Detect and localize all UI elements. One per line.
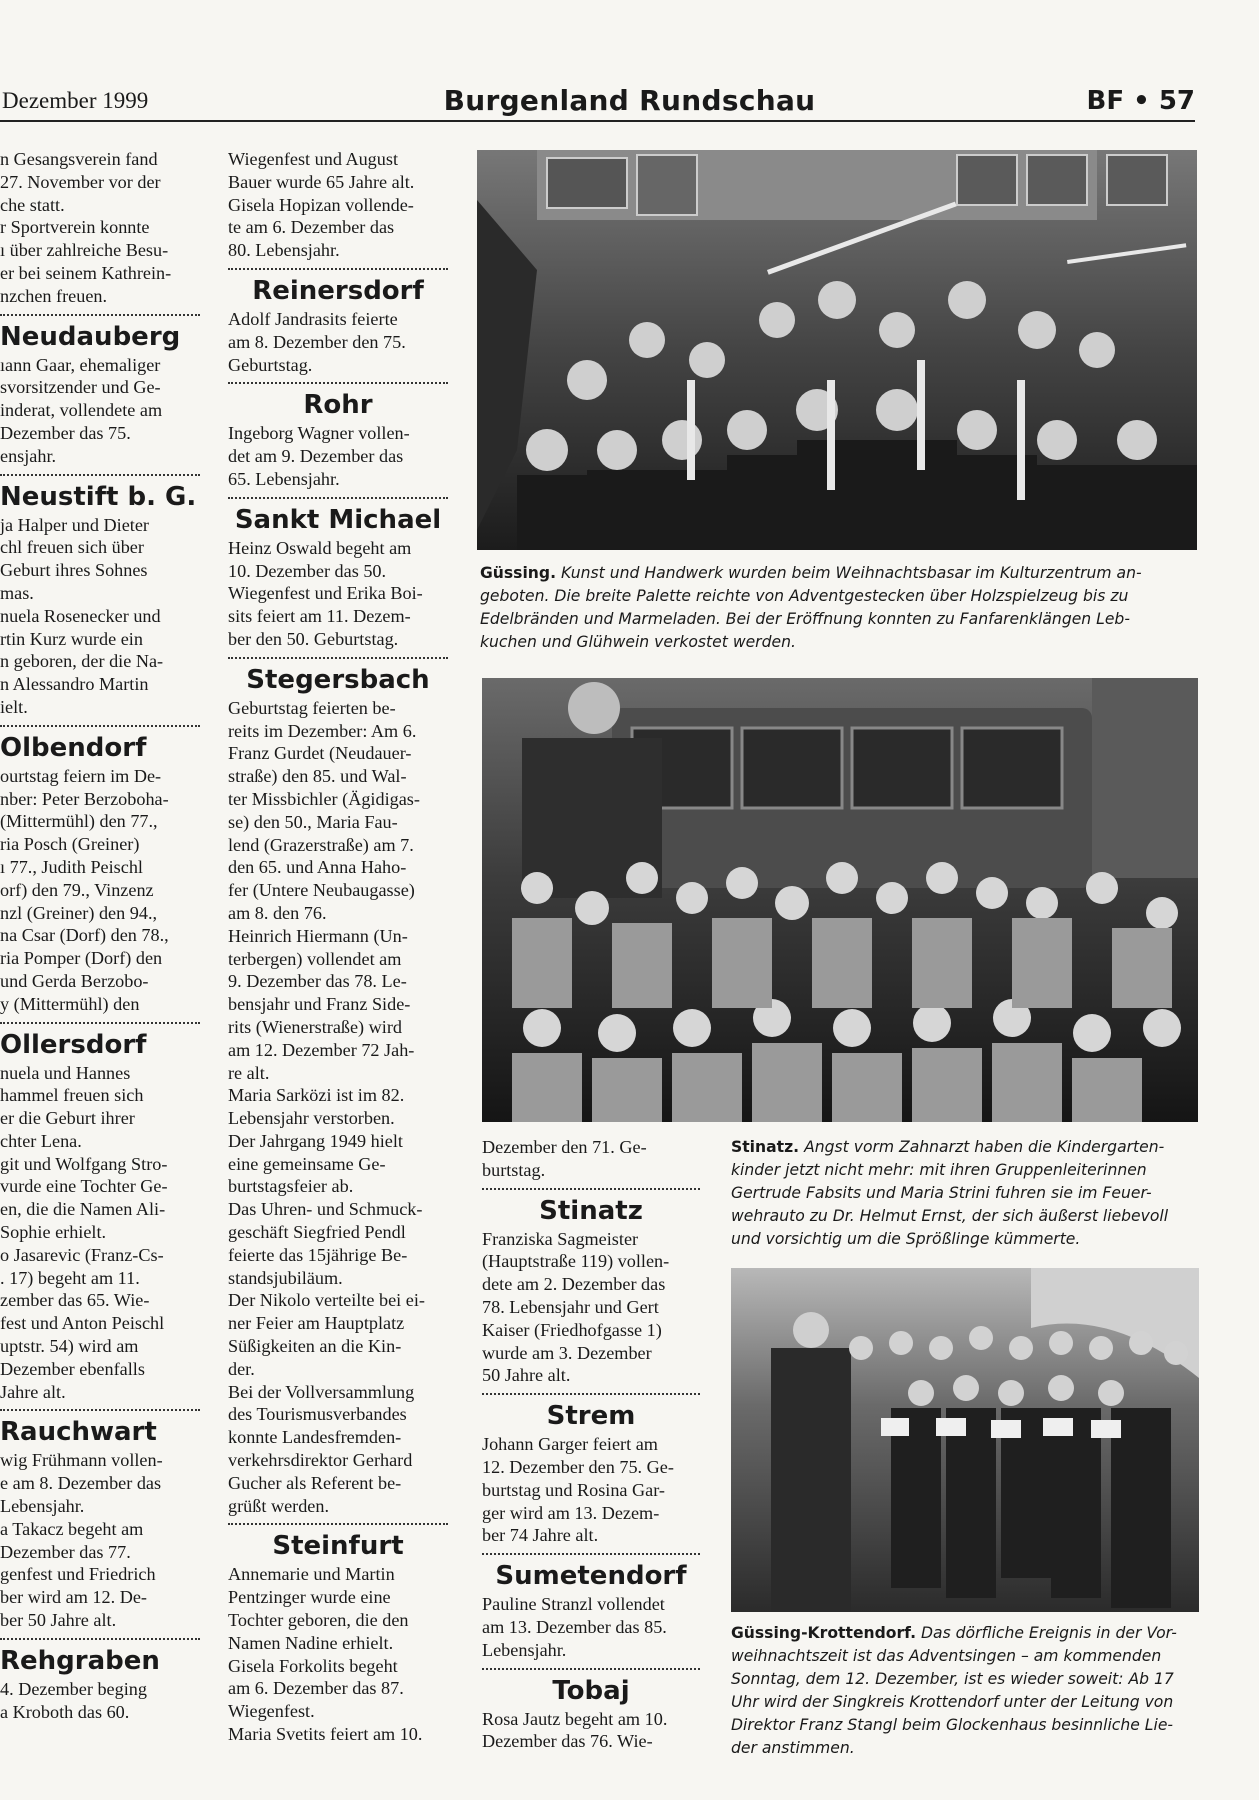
section-divider bbox=[228, 268, 448, 270]
text-line: Johann Garger feiert am bbox=[482, 1434, 658, 1455]
text-line: nber: Peter Berzoboha- bbox=[0, 788, 169, 809]
text-line: nuela Rosenecker und bbox=[0, 605, 161, 626]
text-line: terbergen) vollendet am bbox=[228, 948, 402, 969]
text-line: Lebensjahr. bbox=[482, 1639, 567, 1660]
text-line: (Mittermühl) den 77., bbox=[0, 811, 158, 832]
text-line: burtstag und Rosina Gar- bbox=[482, 1479, 665, 1500]
section-divider bbox=[482, 1188, 700, 1190]
text-line: geschäft Siegfried Pendl bbox=[228, 1222, 406, 1243]
text-line: sits feiert am 11. Dezem- bbox=[228, 606, 411, 627]
text-line: burtstag. bbox=[482, 1159, 546, 1180]
text-line: 80. Lebensjahr. bbox=[228, 240, 340, 261]
section-divider bbox=[0, 1022, 200, 1024]
caption-text: der anstimmen. bbox=[731, 1739, 855, 1757]
photo-band bbox=[477, 150, 1197, 550]
text-line: und Gerda Berzobo- bbox=[0, 970, 149, 991]
section-divider bbox=[0, 725, 200, 727]
text-line: grüßt werden. bbox=[228, 1495, 330, 1516]
text-line: Kaiser (Friedhofgasse 1) bbox=[482, 1319, 662, 1340]
section-divider bbox=[0, 1638, 200, 1640]
text-line: n Gesangsverein fand bbox=[0, 149, 158, 169]
text-line: Annemarie und Martin bbox=[228, 1564, 395, 1585]
text-line: orf) den 79., Vinzenz bbox=[0, 879, 154, 900]
column-2 bbox=[228, 148, 448, 1788]
text-line: den 65. und Anna Haho- bbox=[228, 857, 407, 878]
section-divider bbox=[228, 1523, 448, 1525]
text-line: ja Halper und Dieter bbox=[0, 514, 149, 535]
text-line: Geburtstag. bbox=[228, 354, 313, 375]
locality-heading: Rohr bbox=[303, 390, 373, 421]
text-line: r Sportverein konnte bbox=[0, 217, 150, 238]
text-line: se) den 50., Maria Fau- bbox=[228, 811, 398, 832]
caption-text: kinder jetzt nicht mehr: mit ihren Gruppenleiterinnen bbox=[731, 1161, 1147, 1179]
caption-text: Edelbränden und Marmeladen. Bei der Eröffnung konnten zu Fanfarenklängen Leb- bbox=[480, 610, 1130, 628]
text-line: y (Mittermühl) den bbox=[0, 993, 140, 1014]
text-line: e am 8. Dezember das bbox=[0, 1473, 162, 1494]
text-line: Süßigkeiten an die Kin- bbox=[228, 1336, 402, 1357]
text-line: det am 9. Dezember das bbox=[228, 446, 404, 467]
text-line: en, die die Namen Ali- bbox=[0, 1199, 166, 1220]
text-line: konnte Landesfremden- bbox=[228, 1427, 402, 1448]
text-line: nuela und Hannes bbox=[0, 1062, 131, 1083]
locality-heading: Neudauberg bbox=[0, 321, 181, 352]
text-line: ria Pomper (Dorf) den bbox=[0, 948, 163, 969]
text-line: rtin Kurz wurde ein bbox=[0, 628, 143, 649]
text-line: (Hauptstraße 119) vollen- bbox=[482, 1251, 670, 1272]
text-line: feierte das 15jährige Be- bbox=[228, 1244, 408, 1265]
text-line: chl freuen sich über bbox=[0, 537, 144, 558]
text-line: rits (Wienerstraße) wird bbox=[228, 1016, 402, 1037]
text-line: ielt. bbox=[0, 696, 28, 717]
text-line: wig Frühmann vollen- bbox=[0, 1450, 163, 1471]
text-line: hammel freuen sich bbox=[0, 1085, 144, 1106]
column-3 bbox=[482, 1136, 700, 1786]
text-line: genfest und Friedrich bbox=[0, 1564, 156, 1585]
text-line: reits im Dezember: Am 6. bbox=[228, 720, 417, 741]
locality-heading: Reinersdorf bbox=[252, 275, 424, 306]
text-line: ner Feier am Hauptplatz bbox=[228, 1313, 405, 1334]
text-line: er bei seinem Kathrein- bbox=[0, 262, 172, 283]
text-line: ıann Gaar, ehemaliger bbox=[0, 354, 161, 375]
locality-heading: Ollersdorf bbox=[0, 1029, 147, 1060]
text-line: Adolf Jandrasits feierte bbox=[228, 308, 398, 329]
locality-heading: Sankt Michael bbox=[234, 504, 442, 535]
text-line: chter Lena. bbox=[0, 1130, 82, 1151]
text-line: 50 Jahre alt. bbox=[482, 1365, 571, 1386]
locality-heading: Sumetendorf bbox=[495, 1561, 687, 1592]
section-divider bbox=[0, 314, 200, 316]
text-line: 65. Lebensjahr. bbox=[228, 468, 340, 489]
text-line: des Tourismusverbandes bbox=[228, 1404, 407, 1425]
text-line: Pauline Stranzl vollendet bbox=[482, 1594, 665, 1615]
caption-place: Güssing-Krottendorf. bbox=[731, 1624, 917, 1642]
text-line: 12. Dezember den 75. Ge- bbox=[482, 1456, 674, 1477]
text-line: Gisela Hopizan vollende- bbox=[228, 194, 414, 215]
text-line: te am 6. Dezember das bbox=[228, 217, 395, 238]
text-line: ber den 50. Geburtstag. bbox=[228, 628, 399, 649]
text-line: Gisela Forkolits begeht bbox=[228, 1655, 398, 1676]
text-line: Franz Gurdet (Neudauer- bbox=[228, 743, 412, 764]
text-line: zember das 65. Wie- bbox=[0, 1290, 150, 1311]
text-line: Geburt ihres Sohnes bbox=[0, 560, 148, 581]
photo-kindergarten bbox=[482, 678, 1198, 1122]
caption-text: wehrauto zu Dr. Helmut Ernst, der sich äußerst liebevoll bbox=[731, 1207, 1169, 1225]
text-line: Maria Sarközi ist im 82. bbox=[228, 1085, 405, 1106]
text-line: straße) den 85. und Wal- bbox=[228, 766, 407, 787]
caption-text: Kunst und Handwerk wurden beim Weihnachtsbasar im Kulturzentrum an- bbox=[560, 564, 1142, 582]
caption-stinatz bbox=[731, 1136, 1199, 1251]
locality-heading: Rehgraben bbox=[0, 1645, 160, 1676]
text-line: am 8. den 76. bbox=[228, 902, 327, 923]
newspaper-title: Burgenland Rundschau bbox=[443, 84, 816, 117]
text-line: am 12. Dezember 72 Jah- bbox=[228, 1039, 415, 1060]
text-line: mas. bbox=[0, 582, 34, 603]
text-line: 4. Dezember beging bbox=[0, 1678, 147, 1699]
text-line: Maria Svetits feiert am 10. bbox=[228, 1724, 423, 1745]
text-line: re alt. bbox=[228, 1062, 270, 1083]
text-line: ber 74 Jahre alt. bbox=[482, 1525, 599, 1546]
text-line: Jahre alt. bbox=[0, 1381, 66, 1402]
text-line: am 13. Dezember das 85. bbox=[482, 1616, 667, 1637]
text-line: Bauer wurde 65 Jahre alt. bbox=[228, 171, 415, 192]
caption-guessing bbox=[480, 562, 1198, 654]
text-line: Ingeborg Wagner vollen- bbox=[228, 423, 410, 444]
text-line: Dezember den 71. Ge- bbox=[482, 1137, 647, 1157]
locality-heading: Rauchwart bbox=[0, 1417, 157, 1448]
caption-text: Gertrude Fabsits und Maria Strini fuhren sie im Feuer- bbox=[731, 1184, 1152, 1202]
text-line: ger wird am 13. Dezem- bbox=[482, 1502, 660, 1523]
text-line: a Kroboth das 60. bbox=[0, 1701, 130, 1722]
header-rule bbox=[0, 120, 1195, 122]
text-line: der. bbox=[228, 1358, 255, 1379]
text-line: wurde am 3. Dezember bbox=[482, 1342, 652, 1363]
text-line: Gucher als Referent be- bbox=[228, 1472, 402, 1493]
text-line: burtstagsfeier ab. bbox=[228, 1176, 354, 1197]
text-line: uptstr. 54) wird am bbox=[0, 1336, 139, 1357]
text-line: ber wird am 12. De- bbox=[0, 1587, 147, 1608]
text-line: standsjubiläum. bbox=[228, 1267, 343, 1288]
caption-text: Uhr wird der Singkreis Krottendorf unter der Leitung von bbox=[731, 1693, 1174, 1711]
text-line: Tochter geboren, die den bbox=[228, 1610, 409, 1631]
page-header bbox=[0, 0, 1259, 130]
section-divider bbox=[482, 1668, 700, 1670]
text-line: ter Missbichler (Ägidigas- bbox=[228, 788, 420, 809]
locality-heading: Neustift b. G. bbox=[0, 481, 197, 512]
text-line: Heinrich Hiermann (Un- bbox=[228, 925, 408, 946]
text-line: Sophie erhielt. bbox=[0, 1222, 107, 1243]
text-line: inderat, vollendete am bbox=[0, 400, 163, 421]
text-line: dete am 2. Dezember das bbox=[482, 1274, 666, 1295]
text-line: Dezember das 76. Wie- bbox=[482, 1731, 653, 1752]
text-line: Rosa Jautz begeht am 10. bbox=[482, 1708, 668, 1729]
text-line: ria Posch (Greiner) bbox=[0, 834, 140, 855]
text-line: Dezember ebenfalls bbox=[0, 1358, 145, 1379]
text-line: Wiegenfest und August bbox=[228, 149, 399, 169]
text-line: Lebensjahr. bbox=[0, 1496, 85, 1517]
locality-heading: Steinfurt bbox=[272, 1531, 404, 1562]
section-divider bbox=[228, 657, 448, 659]
text-line: Namen Nadine erhielt. bbox=[228, 1632, 394, 1653]
caption-place: Stinatz. bbox=[731, 1138, 800, 1156]
text-line: verkehrsdirektor Gerhard bbox=[228, 1450, 413, 1471]
text-line: ı über zahlreiche Besu- bbox=[0, 240, 169, 261]
text-line: Heinz Oswald begeht am bbox=[228, 537, 412, 558]
section-divider bbox=[228, 382, 448, 384]
text-line: Lebensjahr verstorben. bbox=[228, 1108, 395, 1129]
photo-choir bbox=[731, 1268, 1199, 1612]
text-line: Franziska Sagmeister bbox=[482, 1228, 639, 1249]
text-line: vurde eine Tochter Ge- bbox=[0, 1176, 168, 1197]
caption-place: Güssing. bbox=[480, 564, 556, 582]
column-1 bbox=[0, 148, 200, 1788]
text-line: . 17) begeht am 11. bbox=[0, 1267, 140, 1288]
text-line: am 6. Dezember das 87. bbox=[228, 1678, 404, 1699]
caption-text: und vorsichtig um die Sprößlinge kümmerte. bbox=[731, 1230, 1081, 1248]
text-line: ber 50 Jahre alt. bbox=[0, 1610, 117, 1631]
locality-heading: Stinatz bbox=[539, 1195, 643, 1226]
text-line: 78. Lebensjahr und Gert bbox=[482, 1296, 659, 1317]
section-divider bbox=[0, 474, 200, 476]
caption-text: geboten. Die breite Palette reichte von Adventgestecken über Holzspielzeug bis zu bbox=[480, 587, 1129, 605]
text-line: o Jasarevic (Franz-Cs- bbox=[0, 1244, 164, 1265]
text-line: Der Jahrgang 1949 hielt bbox=[228, 1130, 403, 1151]
text-line: ensjahr. bbox=[0, 445, 57, 466]
page-number: BF • 57 bbox=[1086, 86, 1195, 116]
section-divider bbox=[0, 1409, 200, 1411]
text-line: Geburtstag feierten be- bbox=[228, 697, 396, 718]
caption-text: Das dörfliche Ereignis in der Vor- bbox=[921, 1624, 1177, 1642]
caption-text: kuchen und Glühwein verkostet werden. bbox=[480, 633, 796, 651]
locality-heading: Tobaj bbox=[552, 1675, 630, 1706]
text-line: er die Geburt ihrer bbox=[0, 1108, 135, 1129]
issue-date: Dezember 1999 bbox=[2, 88, 149, 113]
text-line: Der Nikolo verteilte bei ei- bbox=[228, 1290, 425, 1311]
locality-heading: Strem bbox=[546, 1401, 636, 1432]
text-line: n geboren, der die Na- bbox=[0, 651, 164, 672]
text-line: bensjahr und Franz Side- bbox=[228, 994, 411, 1015]
text-line: na Csar (Dorf) den 78., bbox=[0, 925, 169, 946]
text-line: che statt. bbox=[0, 194, 65, 215]
text-line: Dezember das 75. bbox=[0, 422, 131, 443]
text-line: n Alessandro Martin bbox=[0, 674, 149, 695]
text-line: Das Uhren- und Schmuck- bbox=[228, 1199, 423, 1220]
section-divider bbox=[228, 497, 448, 499]
text-line: 10. Dezember das 50. bbox=[228, 560, 387, 581]
text-line: fest und Anton Peischl bbox=[0, 1313, 165, 1334]
text-line: Pentzinger wurde eine bbox=[228, 1587, 391, 1608]
locality-heading: Stegersbach bbox=[246, 664, 430, 695]
text-line: Wiegenfest. bbox=[228, 1701, 315, 1722]
caption-text: Angst vorm Zahnarzt haben die Kindergarten- bbox=[804, 1138, 1165, 1156]
caption-text: Sonntag, dem 12. Dezember, ist es wieder soweit: Ab 17 bbox=[731, 1670, 1174, 1688]
caption-text: weihnachtszeit ist das Adventsingen – am kommenden bbox=[731, 1647, 1162, 1665]
text-line: Wiegenfest und Erika Boi- bbox=[228, 583, 423, 604]
locality-heading: Olbendorf bbox=[0, 732, 147, 763]
text-line: am 8. Dezember den 75. bbox=[228, 331, 406, 352]
text-line: fer (Untere Neubaugasse) bbox=[228, 880, 415, 901]
text-line: eine gemeinsame Ge- bbox=[228, 1153, 386, 1174]
text-line: Dezember das 77. bbox=[0, 1541, 131, 1562]
caption-text: Direktor Franz Stangl beim Glockenhaus besinnliche Lie- bbox=[731, 1716, 1174, 1734]
text-line: nzchen freuen. bbox=[0, 285, 108, 306]
text-line: svorsitzender und Ge- bbox=[0, 377, 161, 398]
text-line: nzl (Greiner) den 94., bbox=[0, 902, 158, 923]
text-line: git und Wolfgang Stro- bbox=[0, 1153, 168, 1174]
text-line: lend (Grazerstraße) am 7. bbox=[228, 834, 414, 855]
text-line: 27. November vor der bbox=[0, 171, 161, 192]
caption-guessing-krottendorf bbox=[731, 1622, 1199, 1760]
text-line: 9. Dezember das 78. Le- bbox=[228, 971, 407, 992]
text-line: a Takacz begeht am bbox=[0, 1518, 144, 1539]
text-line: Bei der Vollversammlung bbox=[228, 1381, 415, 1402]
section-divider bbox=[482, 1393, 700, 1395]
text-line: ı 77., Judith Peischl bbox=[0, 856, 143, 877]
section-divider bbox=[482, 1553, 700, 1555]
text-line: ourtstag feiern im De- bbox=[0, 765, 162, 786]
